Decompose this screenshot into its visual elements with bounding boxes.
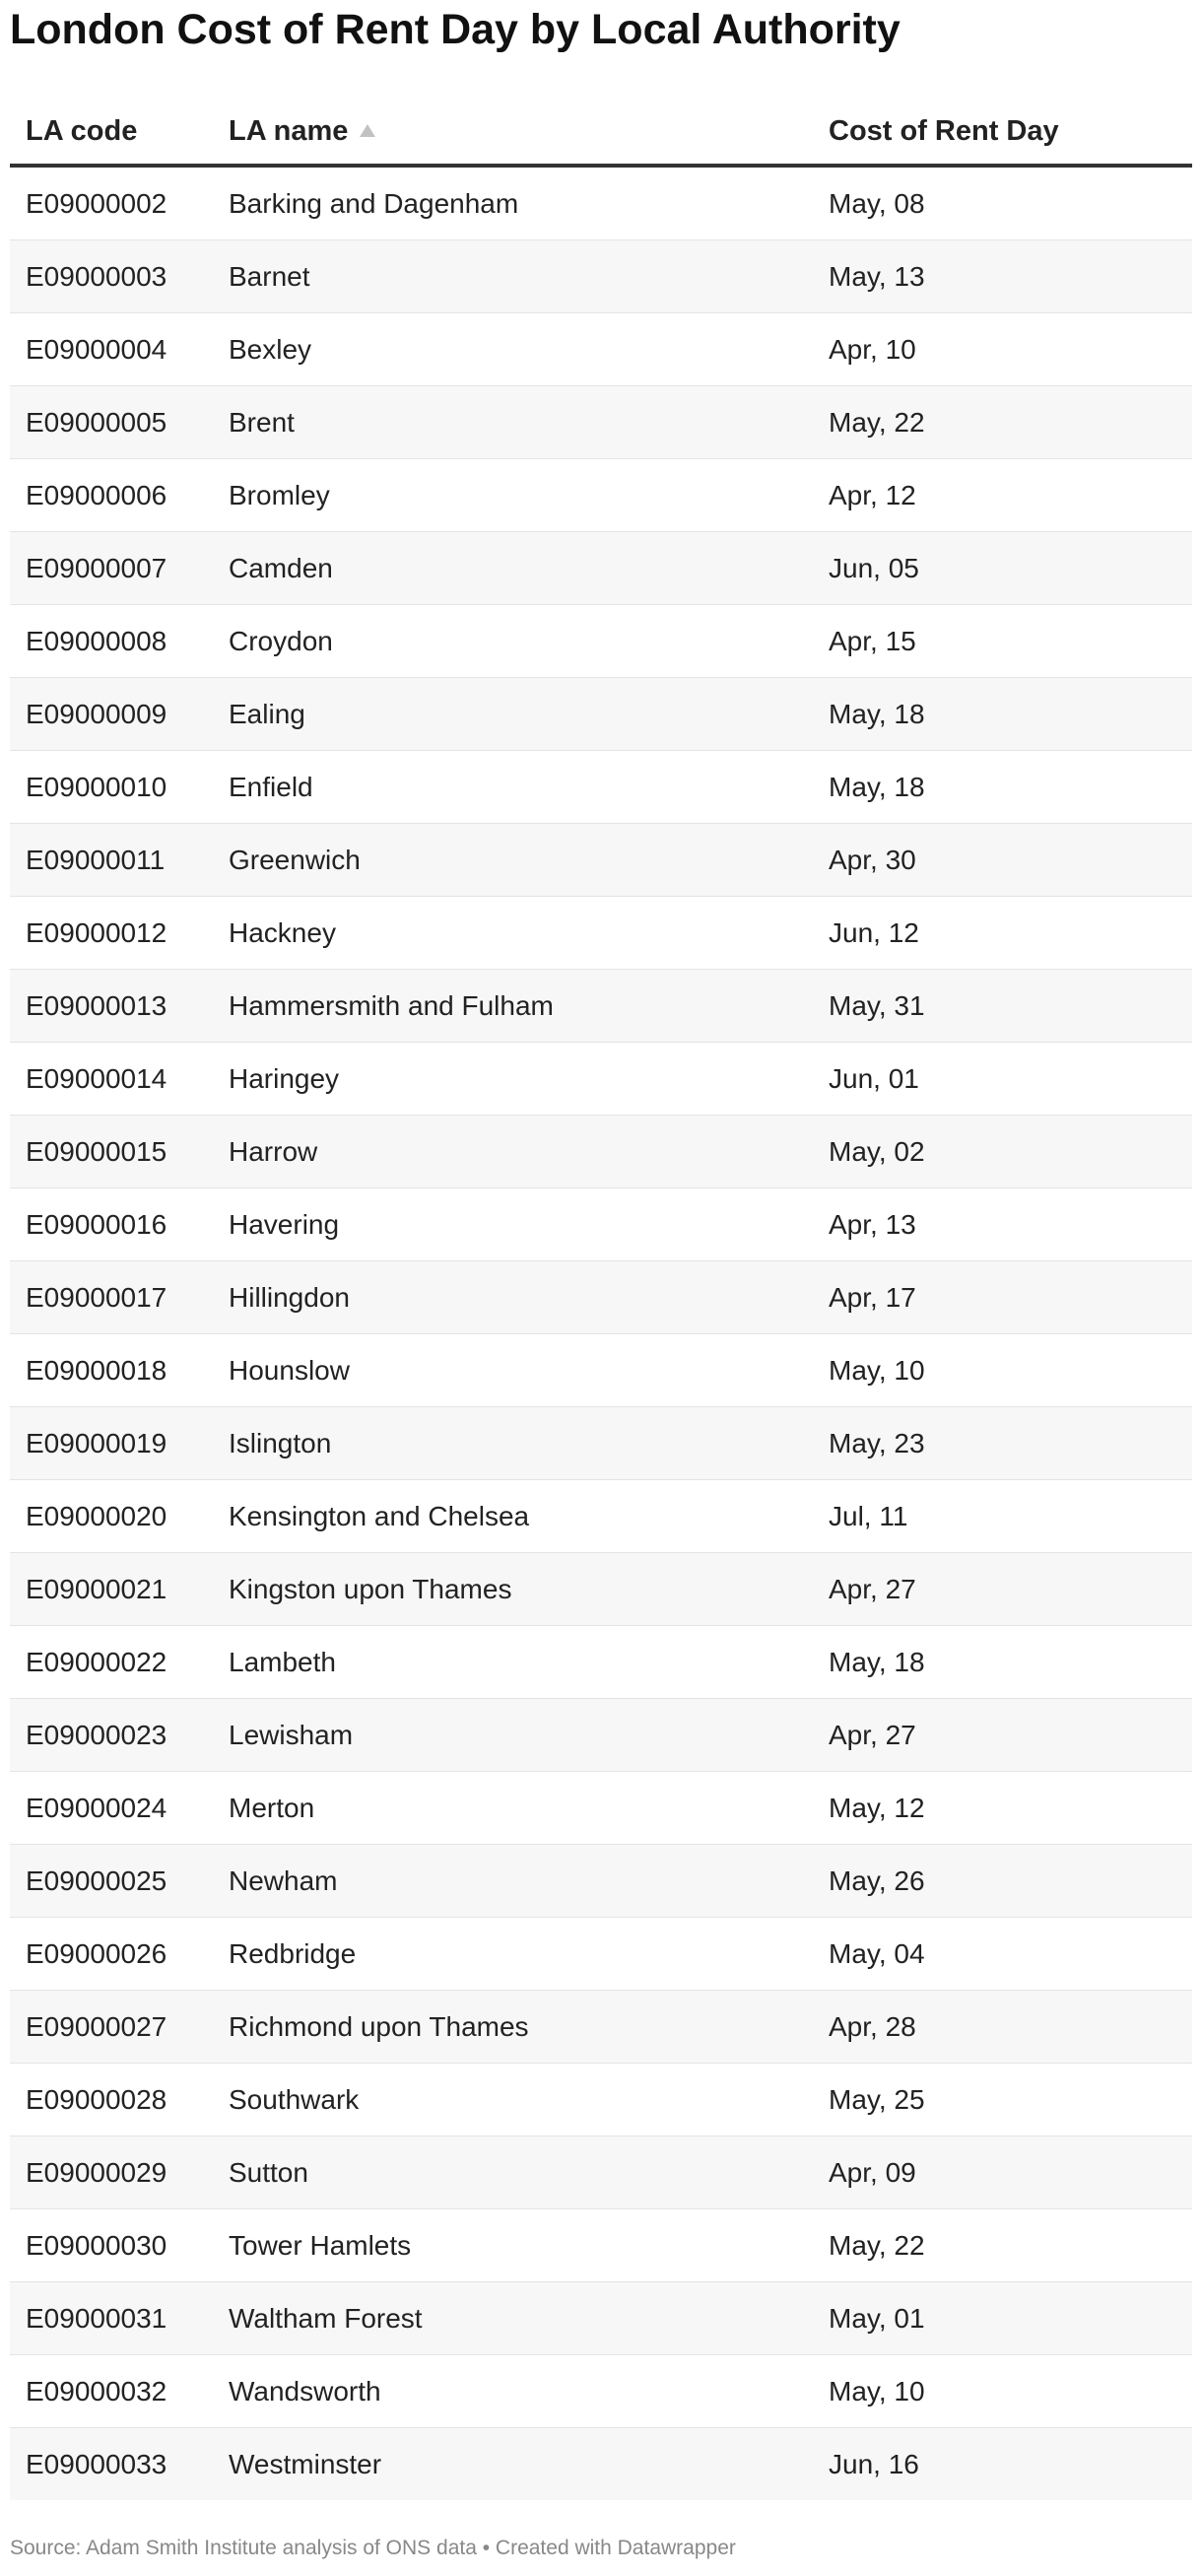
la-code-cell: E09000019	[10, 1407, 213, 1480]
la-name-cell: Redbridge	[213, 1918, 813, 1991]
rent-day-cell: May, 31	[813, 970, 1192, 1043]
rent-day-cell: Jun, 16	[813, 2428, 1192, 2501]
la-code-cell: E09000032	[10, 2355, 213, 2428]
table-row	[10, 751, 1192, 824]
table-row	[10, 1261, 1192, 1334]
table-row	[10, 1991, 1192, 2064]
table-row	[10, 1699, 1192, 1772]
column-header-la-code[interactable]	[10, 99, 213, 166]
la-code-cell: E09000016	[10, 1188, 213, 1261]
rent-day-cell: Apr, 30	[813, 824, 1192, 897]
rent-day-cell: May, 01	[813, 2282, 1192, 2355]
column-header-label: Cost of Rent Day	[829, 114, 1059, 147]
rent-day-cell: May, 18	[813, 1626, 1192, 1699]
la-name-cell: Haringey	[213, 1043, 813, 1116]
table-row	[10, 678, 1192, 751]
rent-day-cell: Apr, 10	[813, 313, 1192, 386]
table-row	[10, 2282, 1192, 2355]
la-name-cell: Newham	[213, 1845, 813, 1918]
la-name-cell: Kingston upon Thames	[213, 1553, 813, 1626]
rent-day-cell: May, 13	[813, 240, 1192, 313]
la-name-cell: Croydon	[213, 605, 813, 678]
la-code-cell: E09000033	[10, 2428, 213, 2501]
chart-title: London Cost of Rent Day by Local Authority	[10, 6, 901, 53]
la-code-cell: E09000015	[10, 1116, 213, 1188]
la-code-cell: E09000006	[10, 459, 213, 532]
la-code-cell: E09000025	[10, 1845, 213, 1918]
rent-day-cell: Apr, 13	[813, 1188, 1192, 1261]
table-row	[10, 2209, 1192, 2282]
la-name-cell: Sutton	[213, 2136, 813, 2209]
table-row	[10, 605, 1192, 678]
la-name-cell: Brent	[213, 386, 813, 459]
la-name-cell: Hounslow	[213, 1334, 813, 1407]
rent-day-cell: Jul, 11	[813, 1480, 1192, 1553]
rent-day-cell: Jun, 05	[813, 532, 1192, 605]
la-name-cell: Barking and Dagenham	[213, 166, 813, 240]
la-code-cell: E09000007	[10, 532, 213, 605]
la-name-cell: Hammersmith and Fulham	[213, 970, 813, 1043]
la-code-cell: E09000018	[10, 1334, 213, 1407]
table-row	[10, 897, 1192, 970]
column-header-label: LA name	[229, 114, 349, 147]
la-name-cell: Bexley	[213, 313, 813, 386]
rent-day-cell: Jun, 01	[813, 1043, 1192, 1116]
la-code-cell: E09000012	[10, 897, 213, 970]
la-code-cell: E09000002	[10, 166, 213, 240]
data-table	[10, 99, 1192, 2500]
la-name-cell: Southwark	[213, 2064, 813, 2136]
table-row	[10, 313, 1192, 386]
la-code-cell: E09000027	[10, 1991, 213, 2064]
rent-day-cell: May, 08	[813, 166, 1192, 240]
la-code-cell: E09000009	[10, 678, 213, 751]
la-code-cell: E09000021	[10, 1553, 213, 1626]
table-row	[10, 2428, 1192, 2501]
table-row	[10, 532, 1192, 605]
table-row	[10, 1188, 1192, 1261]
table-row	[10, 1116, 1192, 1188]
la-name-cell: Wandsworth	[213, 2355, 813, 2428]
rent-day-cell: May, 22	[813, 386, 1192, 459]
rent-day-cell: Apr, 17	[813, 1261, 1192, 1334]
rent-day-cell: Apr, 15	[813, 605, 1192, 678]
sort-ascending-icon[interactable]	[360, 124, 375, 137]
la-name-cell: Waltham Forest	[213, 2282, 813, 2355]
table-row	[10, 1043, 1192, 1116]
table-row	[10, 1480, 1192, 1553]
table-row	[10, 1918, 1192, 1991]
table-row	[10, 240, 1192, 313]
la-code-cell: E09000031	[10, 2282, 213, 2355]
header-row	[10, 99, 1192, 166]
la-code-cell: E09000028	[10, 2064, 213, 2136]
table-row	[10, 1845, 1192, 1918]
la-name-cell: Havering	[213, 1188, 813, 1261]
la-name-cell: Enfield	[213, 751, 813, 824]
table-row	[10, 824, 1192, 897]
rent-day-cell: Apr, 28	[813, 1991, 1192, 2064]
rent-day-cell: May, 10	[813, 2355, 1192, 2428]
la-code-cell: E09000014	[10, 1043, 213, 1116]
la-name-cell: Camden	[213, 532, 813, 605]
rent-day-cell: Apr, 12	[813, 459, 1192, 532]
table-row	[10, 386, 1192, 459]
la-code-cell: E09000023	[10, 1699, 213, 1772]
la-code-cell: E09000029	[10, 2136, 213, 2209]
rent-day-cell: May, 10	[813, 1334, 1192, 1407]
la-code-cell: E09000026	[10, 1918, 213, 1991]
la-code-cell: E09000011	[10, 824, 213, 897]
rent-day-cell: May, 25	[813, 2064, 1192, 2136]
rent-day-cell: Apr, 27	[813, 1699, 1192, 1772]
column-header-label: LA code	[26, 114, 138, 147]
la-code-cell: E09000020	[10, 1480, 213, 1553]
rent-day-cell: May, 23	[813, 1407, 1192, 1480]
table-row	[10, 970, 1192, 1043]
table-row	[10, 459, 1192, 532]
la-code-cell: E09000024	[10, 1772, 213, 1845]
table-body	[10, 166, 1192, 2500]
table-row	[10, 1772, 1192, 1845]
la-name-cell: Hillingdon	[213, 1261, 813, 1334]
table-row	[10, 1626, 1192, 1699]
la-code-cell: E09000013	[10, 970, 213, 1043]
table-row	[10, 2064, 1192, 2136]
table-row	[10, 1553, 1192, 1626]
rent-day-cell: May, 26	[813, 1845, 1192, 1918]
la-code-cell: E09000004	[10, 313, 213, 386]
rent-day-cell: May, 02	[813, 1116, 1192, 1188]
la-name-cell: Kensington and Chelsea	[213, 1480, 813, 1553]
rent-day-cell: May, 18	[813, 751, 1192, 824]
rent-day-cell: May, 04	[813, 1918, 1192, 1991]
la-code-cell: E09000010	[10, 751, 213, 824]
table-row	[10, 1407, 1192, 1480]
la-name-cell: Hackney	[213, 897, 813, 970]
la-name-cell: Bromley	[213, 459, 813, 532]
rent-day-cell: May, 18	[813, 678, 1192, 751]
la-name-cell: Richmond upon Thames	[213, 1991, 813, 2064]
la-code-cell: E09000017	[10, 1261, 213, 1334]
la-name-cell: Harrow	[213, 1116, 813, 1188]
source-footer: Source: Adam Smith Institute analysis of ONS data • Created with Datawrapper	[10, 2537, 736, 2559]
la-name-cell: Lewisham	[213, 1699, 813, 1772]
la-name-cell: Lambeth	[213, 1626, 813, 1699]
la-name-cell: Westminster	[213, 2428, 813, 2501]
la-code-cell: E09000030	[10, 2209, 213, 2282]
table-row	[10, 2136, 1192, 2209]
column-header-la-name[interactable]	[213, 99, 813, 166]
table-row	[10, 166, 1192, 240]
rent-day-cell: Jun, 12	[813, 897, 1192, 970]
la-name-cell: Merton	[213, 1772, 813, 1845]
table-row	[10, 1334, 1192, 1407]
rent-day-cell: Apr, 27	[813, 1553, 1192, 1626]
la-code-cell: E09000022	[10, 1626, 213, 1699]
la-name-cell: Ealing	[213, 678, 813, 751]
la-name-cell: Greenwich	[213, 824, 813, 897]
rent-day-cell: May, 12	[813, 1772, 1192, 1845]
la-code-cell: E09000005	[10, 386, 213, 459]
la-code-cell: E09000008	[10, 605, 213, 678]
la-name-cell: Islington	[213, 1407, 813, 1480]
column-header-cost-of-rent-day[interactable]	[813, 99, 1192, 166]
rent-day-cell: May, 22	[813, 2209, 1192, 2282]
data-table-container	[10, 99, 1192, 2500]
la-name-cell: Barnet	[213, 240, 813, 313]
table-row	[10, 2355, 1192, 2428]
rent-day-cell: Apr, 09	[813, 2136, 1192, 2209]
table-header	[10, 99, 1192, 166]
la-name-cell: Tower Hamlets	[213, 2209, 813, 2282]
la-code-cell: E09000003	[10, 240, 213, 313]
